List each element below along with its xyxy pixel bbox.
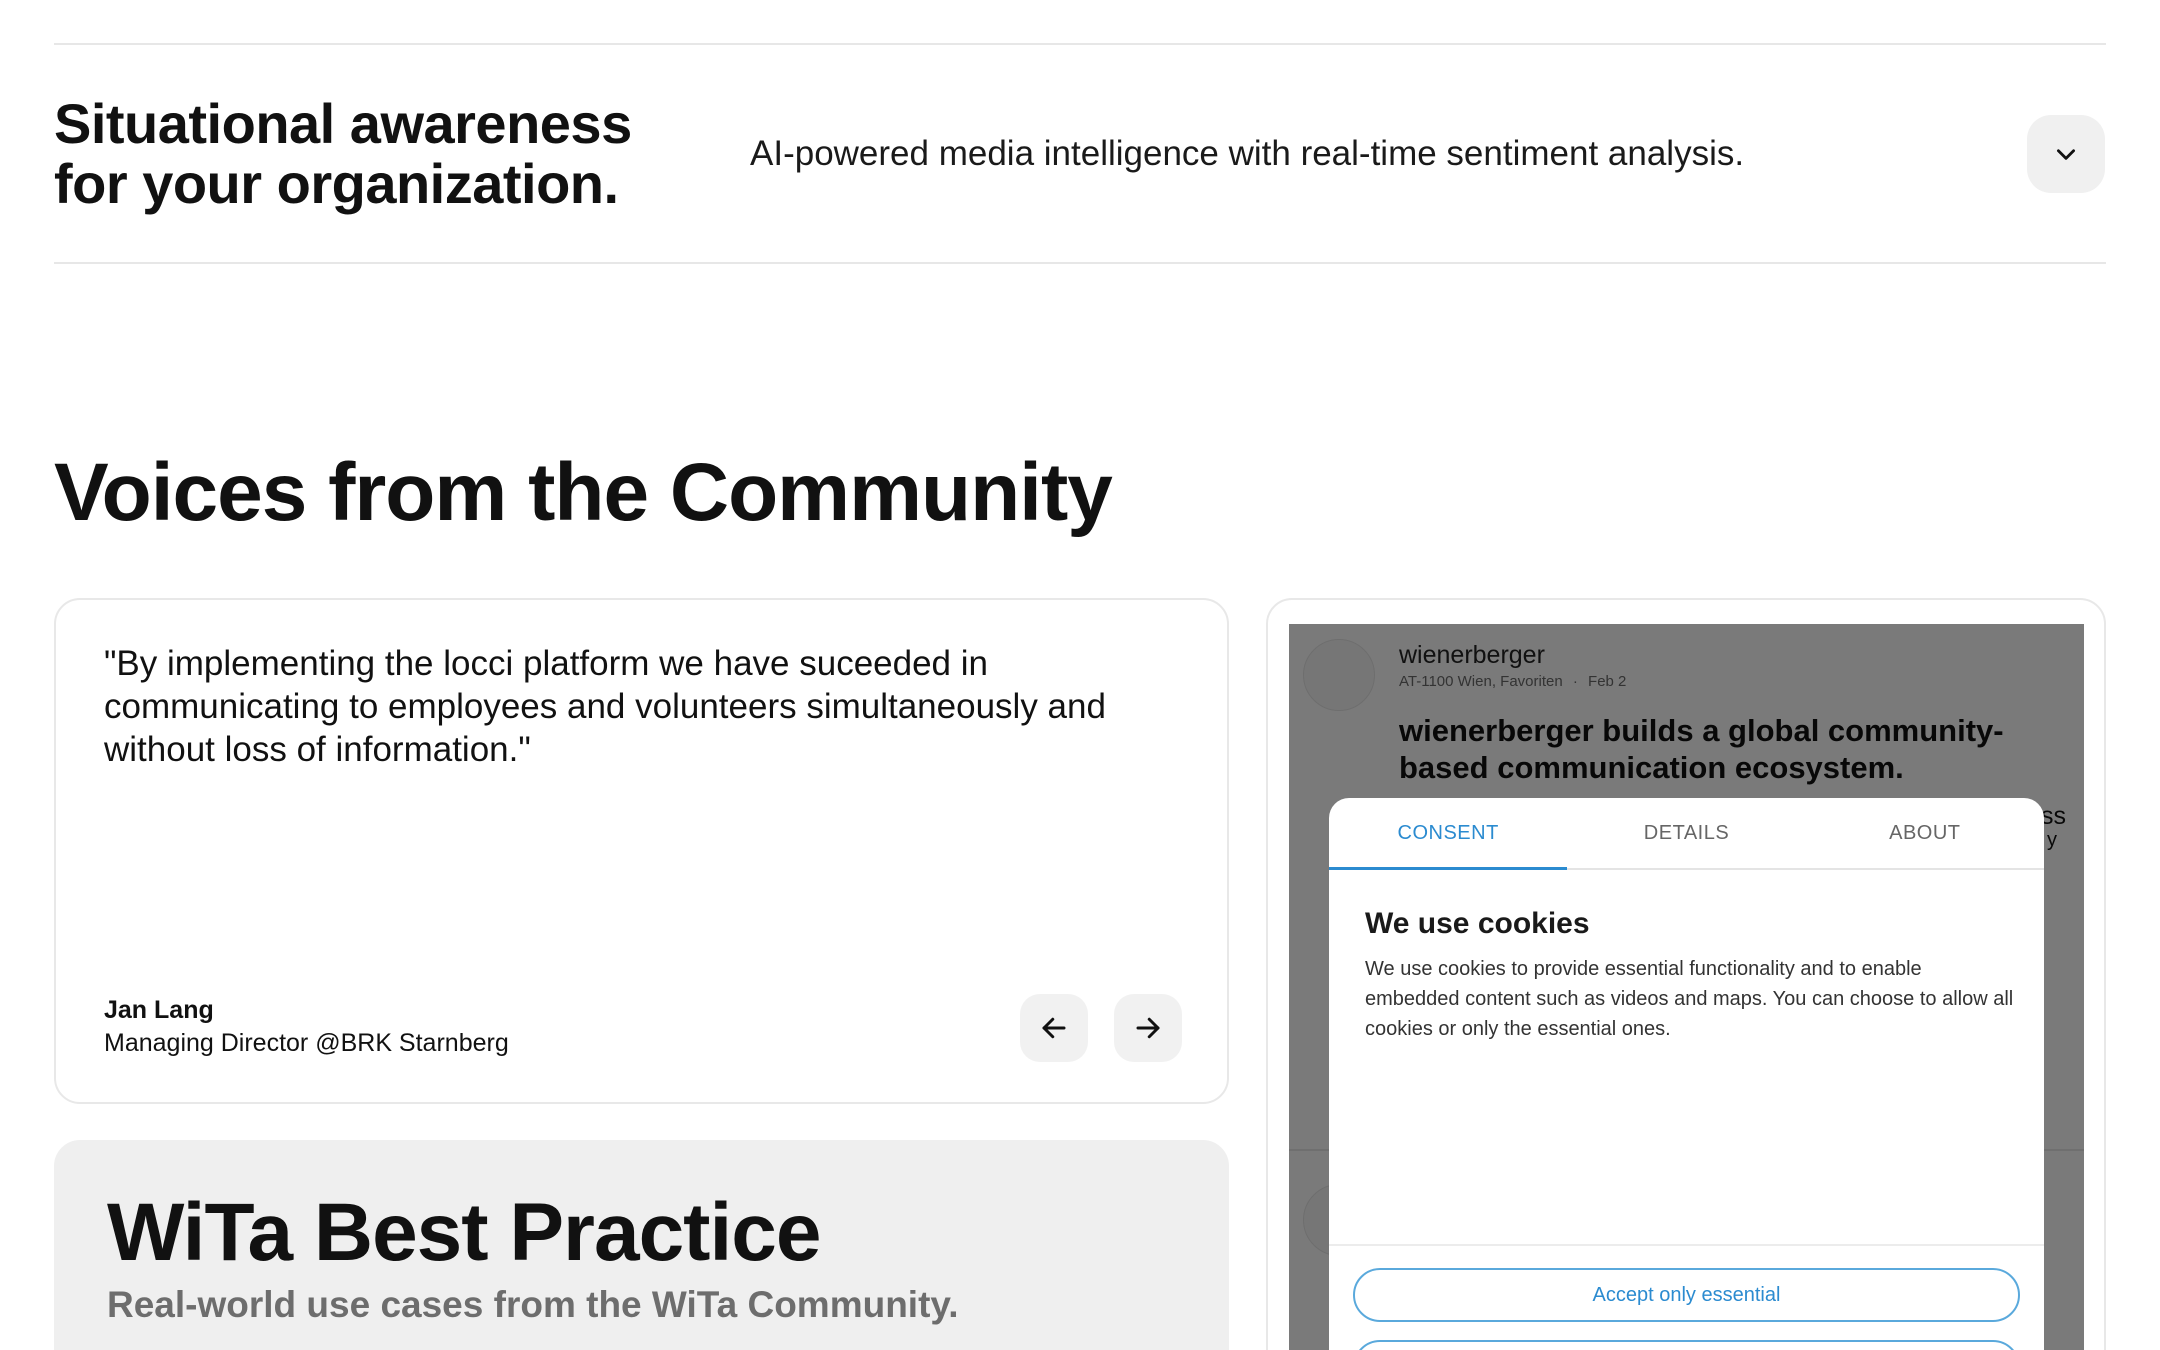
next-testimonial-button[interactable]	[1114, 994, 1182, 1062]
tab-consent[interactable]: CONSENT	[1329, 798, 1567, 868]
tab-about[interactable]: ABOUT	[1889, 821, 1961, 844]
cookie-consent-dialog	[1329, 798, 2044, 1350]
accordion-title: Situational awareness for your organization.	[54, 92, 632, 215]
best-practice-title: WiTa Best Practice	[107, 1187, 821, 1278]
chevron-down-icon	[2053, 141, 2079, 167]
cookie-description: We use cookies to provide essential functionality and to enable embedded content such as videos and maps. You can choose to allow all cookies or only the essential ones.	[1365, 958, 2014, 1040]
testimonial-role: Managing Director @BRK Starnberg	[104, 1029, 509, 1057]
best-practice-subtitle: Real-world use cases from the WiTa Community.	[107, 1284, 959, 1325]
best-practice-card[interactable]	[54, 1140, 1229, 1350]
embedded-post-card	[1266, 598, 2106, 1350]
accordion-toggle-button[interactable]	[2027, 115, 2105, 193]
testimonial-author: Jan Lang	[104, 996, 214, 1024]
arrow-left-icon	[1039, 1013, 1069, 1043]
accordion-description: AI-powered media intelligence with real-time sentiment analysis.	[750, 134, 1745, 173]
secondary-consent-button[interactable]	[1353, 1340, 2020, 1350]
cookie-title: We use cookies	[1365, 907, 1590, 940]
top-divider	[54, 43, 2106, 45]
testimonial-quote: "By implementing the locci platform we have suceeded in communicating to employees and volunteers simultaneously and without loss of information."	[104, 644, 1106, 769]
cookie-tabs	[1329, 798, 2044, 870]
embedded-post-frame	[1289, 624, 2084, 1350]
testimonial-card	[54, 598, 1229, 1104]
section-heading: Voices from the Community	[54, 447, 1112, 538]
arrow-right-icon	[1133, 1013, 1163, 1043]
accept-only-essential-button[interactable]: Accept only essential	[1353, 1268, 2020, 1322]
tab-details[interactable]: DETAILS	[1643, 821, 1730, 844]
previous-testimonial-button[interactable]	[1020, 994, 1088, 1062]
accordion-divider	[54, 262, 2106, 264]
cookie-footer-divider	[1329, 1244, 2044, 1246]
